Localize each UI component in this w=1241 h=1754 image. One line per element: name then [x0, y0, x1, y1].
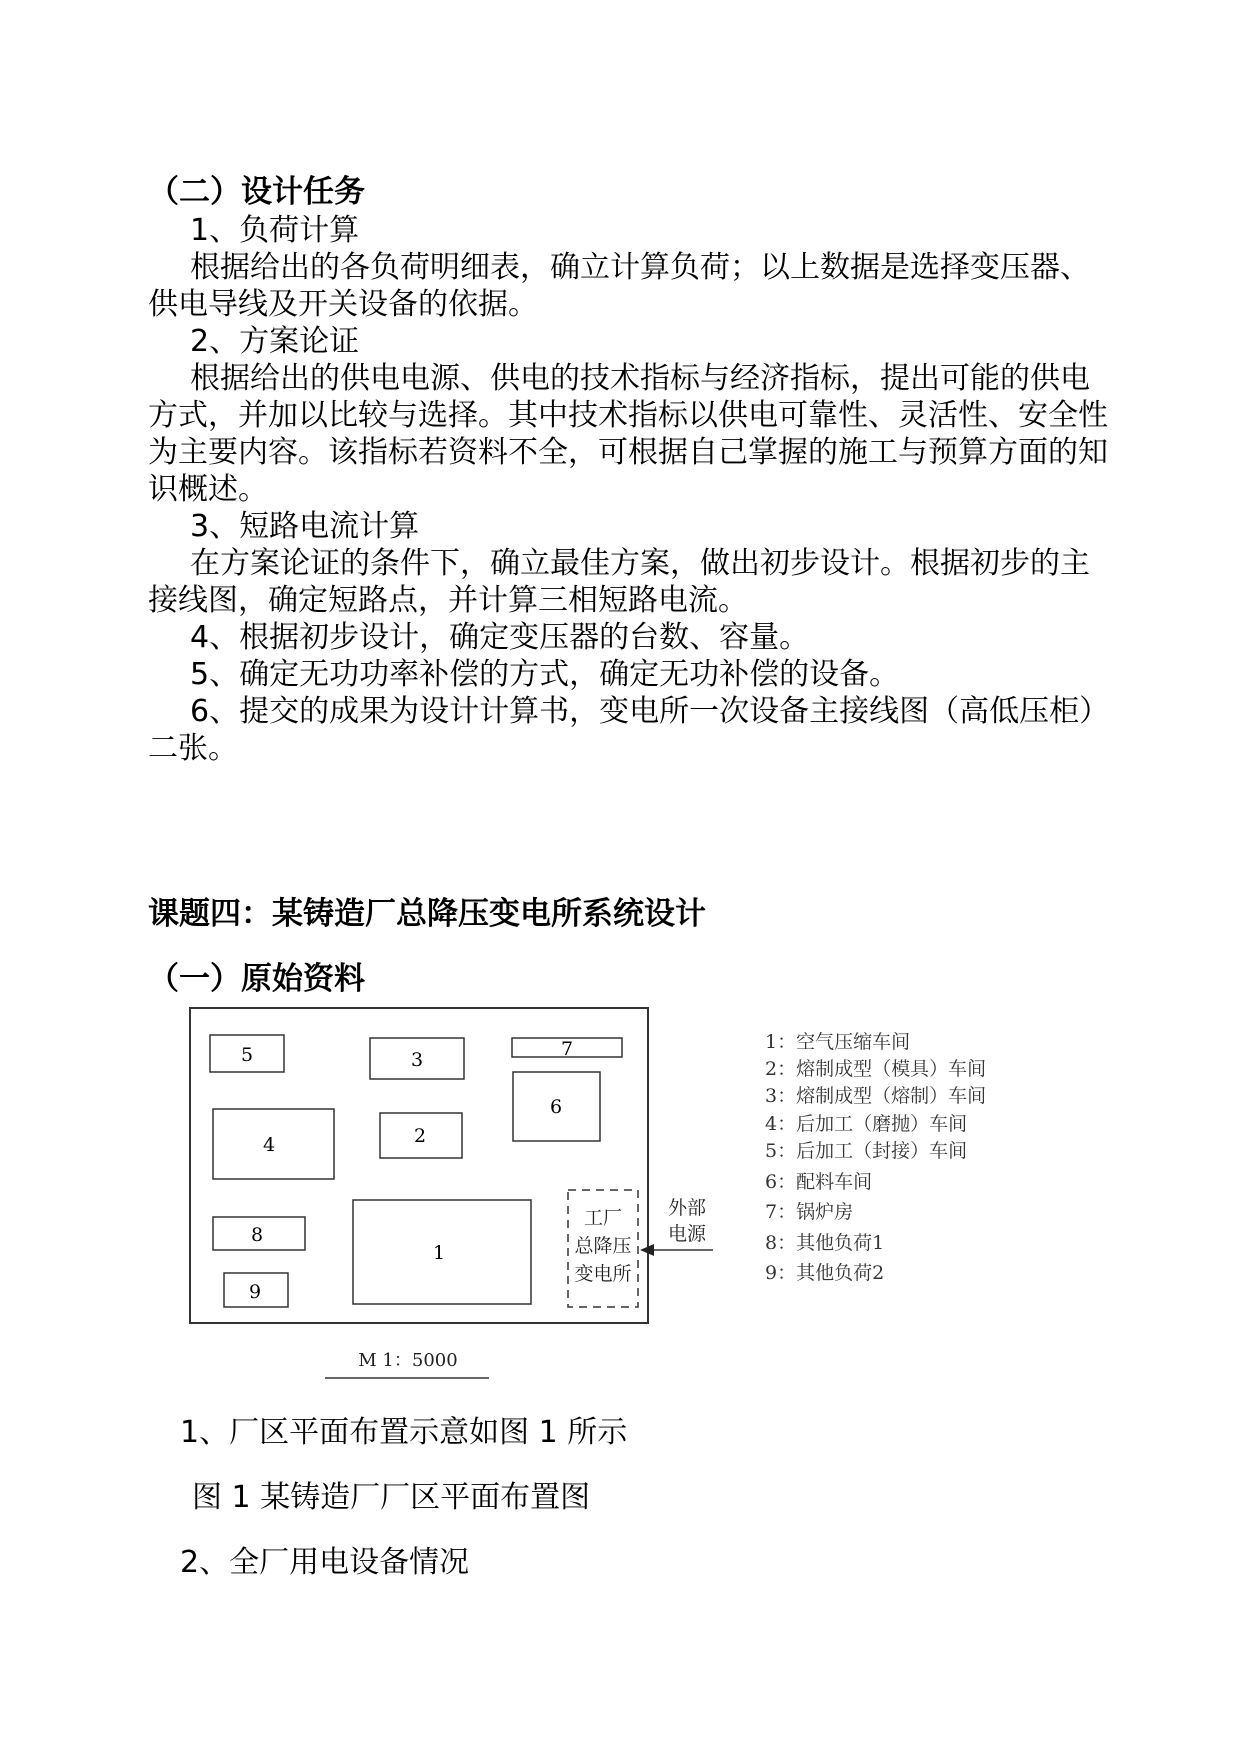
legend-item-6: 6：配料车间	[765, 1171, 873, 1193]
block-3-label: 3	[410, 1049, 424, 1071]
legend-item-3: 3：熔制成型（熔制）车间	[765, 1085, 987, 1107]
block-6-label: 6	[549, 1096, 563, 1118]
layout-reference-item: 1、厂区平面布置示意如图 1 所示	[180, 1415, 628, 1450]
block-9-label: 9	[248, 1281, 262, 1303]
block-2-label: 2	[413, 1125, 427, 1147]
section-heading-design-tasks: （二）设计任务	[148, 174, 365, 210]
task-item-transformer: 4、根据初步设计，确定变压器的台数、容量。	[190, 620, 810, 655]
task-item-deliverables: 6、提交的成果为设计计算书，变电所一次设备主接线图（高低压柜）二张。	[148, 694, 1110, 766]
external-power-label-line1: 外部	[667, 1197, 707, 1219]
task-item-short-circuit: 3、短路电流计算	[190, 509, 420, 544]
substation-label-line2: 总降压	[574, 1235, 632, 1257]
block-4-label: 4	[262, 1134, 276, 1156]
block-7-label: 7	[560, 1038, 574, 1060]
task-item-load-calc-text: 根据给出的各负荷明细表，确立计算负荷；以上数据是选择变压器、供电导线及开关设备的依据。	[148, 250, 1090, 322]
topic-title: 课题四：某铸造厂总降压变电所系统设计	[148, 896, 706, 932]
factory-layout-diagram	[180, 1000, 1060, 1400]
design-task-list	[148, 212, 1118, 767]
legend-item-5: 5：后加工（封接）车间	[765, 1140, 968, 1162]
legend-item-1: 1：空气压缩车间	[765, 1031, 911, 1053]
block-5-label: 5	[240, 1044, 254, 1066]
external-power-label-line2: 电源	[667, 1223, 707, 1245]
block-8-label: 8	[250, 1224, 264, 1246]
legend-item-7: 7：锅炉房	[765, 1201, 854, 1223]
task-item-scheme: 2、方案论证	[190, 324, 360, 359]
legend-item-4: 4：后加工（磨抛）车间	[765, 1113, 968, 1135]
equipment-item: 2、全厂用电设备情况	[180, 1545, 470, 1580]
legend-item-2: 2：熔制成型（模具）车间	[765, 1058, 987, 1080]
section-heading-original-data: （一）原始资料	[148, 961, 365, 997]
task-item-short-circuit-text: 在方案论证的条件下，确立最佳方案，做出初步设计。根据初步的主接线图，确定短路点，并计算三相短路电流。	[148, 546, 1090, 618]
block-1-label: 1	[432, 1242, 446, 1264]
legend-item-9: 9：其他负荷2	[765, 1262, 885, 1284]
task-item-scheme-text: 根据给出的供电电源、供电的技术指标与经济指标，提出可能的供电方式，并加以比较与选择。其中技术指标以供电可靠性、灵活性、安全性为主要内容。该指标若资料不全，可根据自己掌握的施工与预算方面的知识概述。	[148, 361, 1108, 507]
substation-label-line3: 变电所	[574, 1263, 632, 1285]
task-item-reactive: 5、确定无功功率补偿的方式，确定无功补偿的设备。	[190, 657, 900, 692]
figure-caption: 图 1 某铸造厂厂区平面布置图	[192, 1480, 591, 1515]
task-item-load-calc: 1、负荷计算	[190, 213, 360, 248]
substation-label-line1: 工厂	[583, 1207, 623, 1229]
scale-label: M 1：5000	[358, 1350, 458, 1371]
legend-item-8: 8：其他负荷1	[765, 1232, 885, 1254]
